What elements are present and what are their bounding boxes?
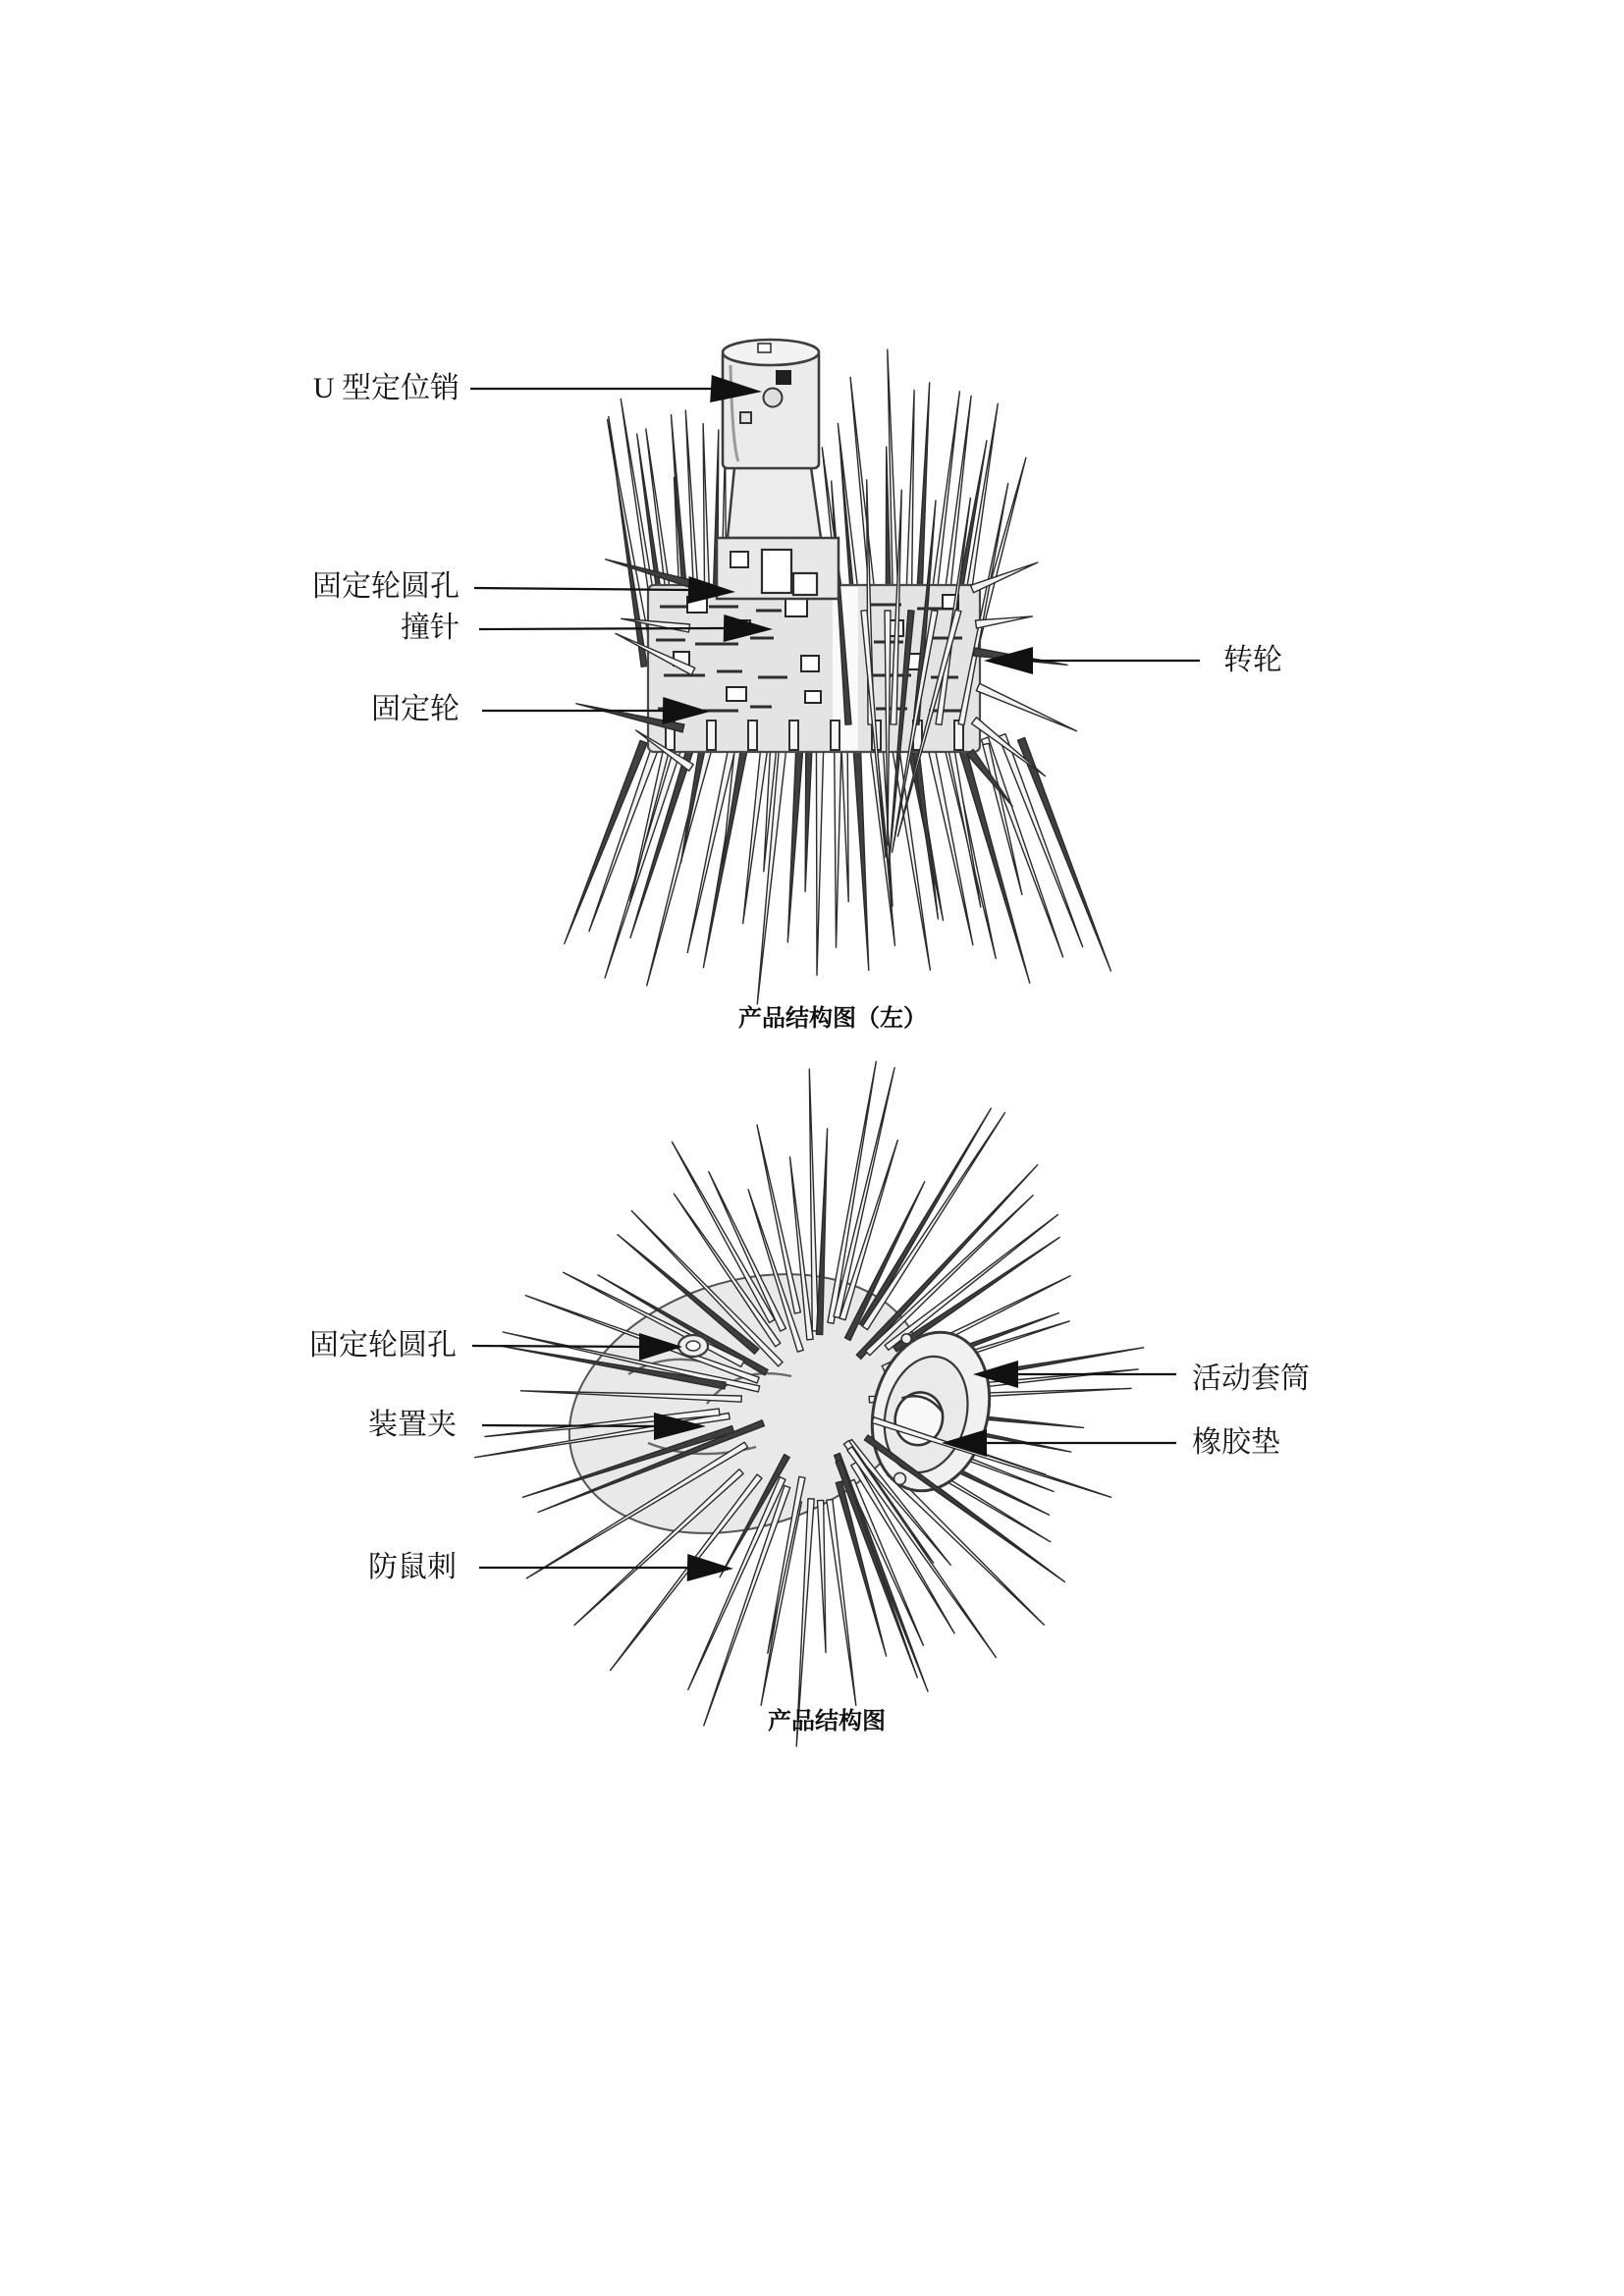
figure-bottom-drawing (475, 1062, 1144, 1747)
label-fixed-wheel-round-hole-top: 固定轮圆孔 (312, 570, 460, 603)
figure-top-caption: 产品结构图（左） (738, 1006, 927, 1032)
label-rotating-wheel: 转轮 (1223, 644, 1282, 676)
label-anti-rat-spike: 防鼠刺 (368, 1551, 457, 1583)
label-u-shaped-positioning-pin: U 型定位销 (312, 372, 460, 404)
label-striker-pin: 撞针 (401, 612, 460, 644)
label-movable-sleeve: 活动套筒 (1192, 1362, 1310, 1395)
label-device-clip: 装置夹 (368, 1409, 457, 1441)
label-fixed-wheel: 固定轮 (371, 693, 460, 725)
label-rubber-pad: 橡胶垫 (1192, 1426, 1280, 1459)
figure-bottom-caption: 产品结构图 (768, 1709, 886, 1735)
label-fixed-wheel-round-hole-bottom: 固定轮圆孔 (309, 1329, 457, 1362)
